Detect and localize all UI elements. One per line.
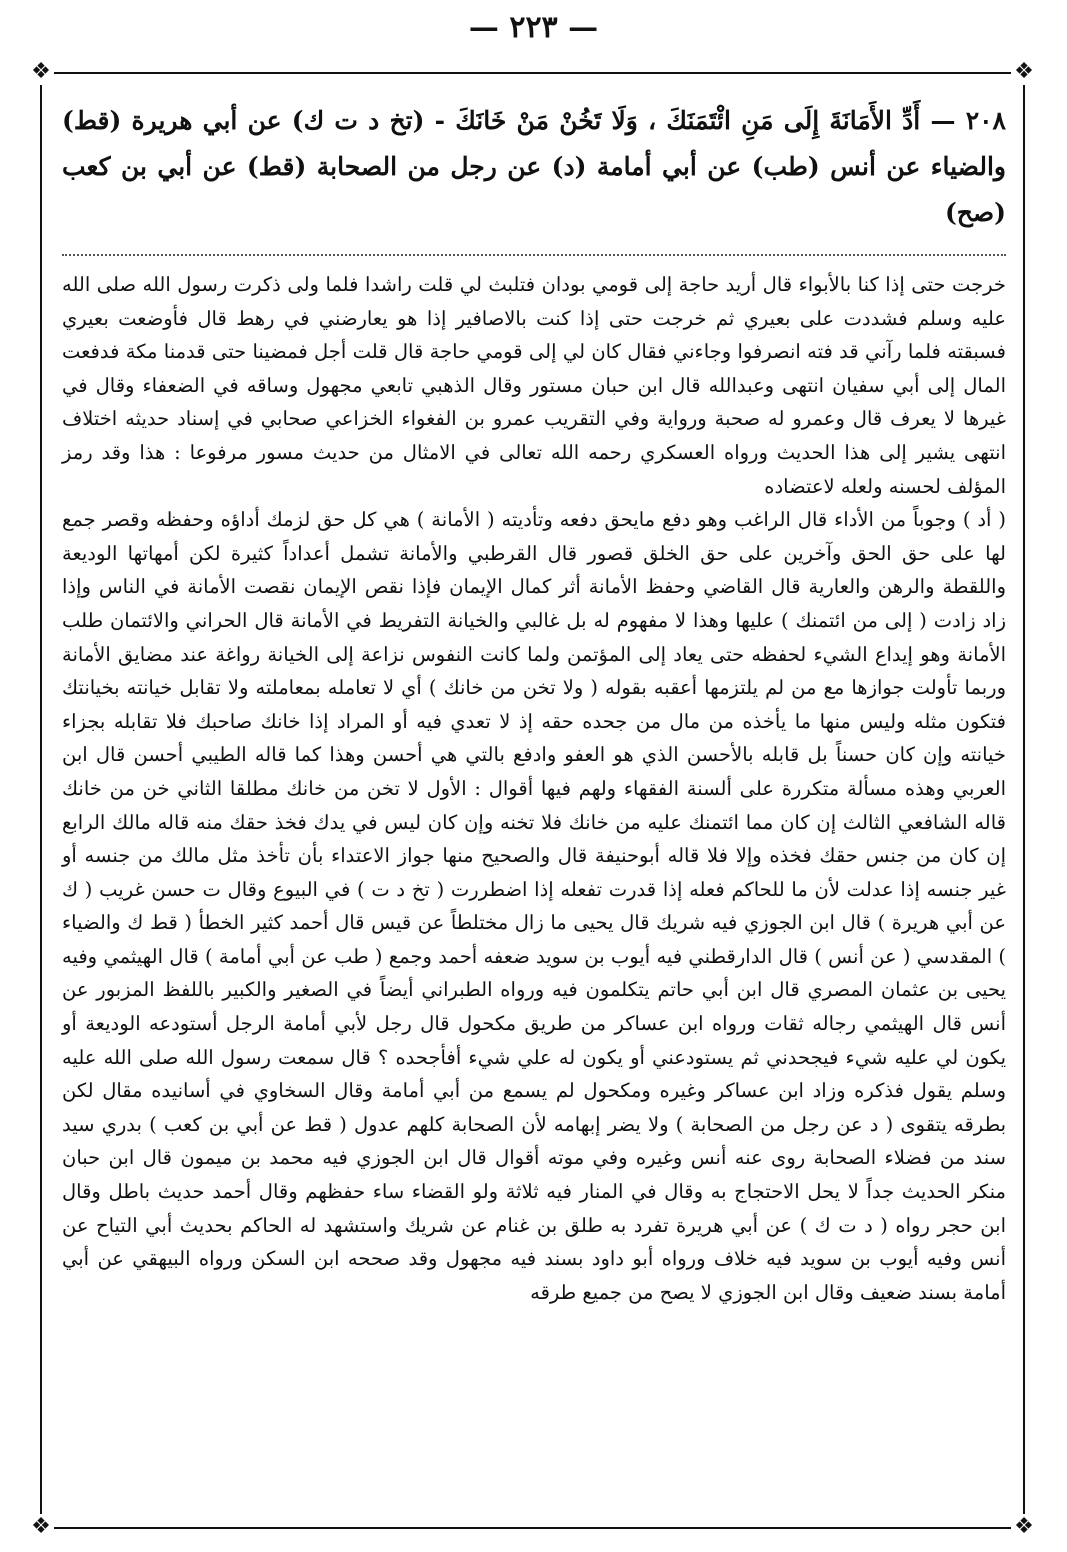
frame-left-border	[40, 72, 42, 1527]
frame-right-border	[1023, 72, 1025, 1527]
corner-ornament-icon: ❖	[28, 59, 54, 85]
corner-ornament-icon: ❖	[28, 1514, 54, 1540]
frame-top-border	[40, 72, 1025, 74]
commentary-paragraph: خرجت حتى إذا كنا بالأبواء قال أريد حاجة إلى قومي بودان فتلبث لي قلت راشدا فلما ولى ذكرت رسول الله صلى الله عليه وسلم فشددت على بعيري ثم خرجت حتى إذا كنت بالاصافير إذا هو يعارضني في رهط قال فأوضعت بعيري فسبقته فلما رآني قد فته انصرفوا وجاءني فقال كان لي إلى قومي حاجة قال قلت أجل فمضينا حتى قدمنا مكة فدفعت المال إلى أبي سفيان انتهى وعبدالله قال ابن حبان مستور وقال الذهبي تابعي مجهول وساقه في الضعفاء وقال في غيرها لا يعرف قال وعمرو له صحبة ورواية وفي التقريب عمرو بن الفغواء الخزاعي صحابي في إسناد حديثه اختلاف انتهى يشير إلى هذا الحديث ورواه العسكري رحمه الله تعالى في الامثال من حديث مسور مرفوعا : هذا وقد رمز المؤلف لحسنه ولعله لاعتضاده	[62, 273, 1006, 498]
commentary	[62, 268, 1006, 1309]
hadith-text: ٢٠٨ — أَدِّ الأَمَانَةَ إِلَى مَنِ ائْتَمَنَكَ ، وَلَا تَخُنْ مَنْ خَانَكَ - (تخ د ت ك) عن أبي هريرة (قط) والضياء عن أنس (طب) عن أبي أمامة (د) عن رجل من الصحابة (قط) عن أبي بن كعب (صح)	[62, 106, 1006, 227]
section-divider	[62, 254, 1006, 256]
corner-ornament-icon: ❖	[1011, 59, 1037, 85]
corner-ornament-icon: ❖	[1011, 1514, 1037, 1540]
page-content	[62, 98, 1006, 1309]
page-number: — ٢٢٣ —	[468, 10, 599, 45]
commentary-paragraph: ( أد ) وجوباً من الأداء قال الراغب وهو دفع مايحق دفعه وتأديته ( الأمانة ) هي كل حق لزمك أداؤه وحفظه وقصر جمع لها على حق الحق وآخرين على حق الخلق قصور قال القرطبي والأمانة تشمل أعداداً كثيرة لكن أمهاتها الوديعة واللقطة والرهن والعارية قال القاضي وحفظ الأمانة أثر كمال الإيمان فإذا نقص الإيمان نقصت الأمانة في الناس وإذا زاد زادت ( إلى من ائتمنك ) عليها وهذا لا مفهوم له بل غالبي والخيانة التفريط في الأمانة قال الحراني والائتمان طلب الأمانة وهو إيداع الشيء لحفظه حتى يعاد إلى المؤتمن ولما كانت النفوس نزاعة إلى الخيانة رواغة عند مضايق الأمانة وربما تأولت جوازها مع من لم يلتزمها أعقبه بقوله ( ولا تخن من خانك ) أي لا تعامله بمعاملته ولا تقابل خيانته بخيانتك فتكون مثله وليس منها ما يأخذه من مال من جحده حقه إذ لا تعدي فيه أو المراد إذا خانك صاحبك فلا تقابله بجزاء خيانته وإن كان حسناً بل قابله بالأحسن الذي هو العفو وادفع بالتي هي أحسن وهذا كما قاله الطيبي أحسن قال ابن العربي وهذه مسألة متكررة على ألسنة الفقهاء ولهم فيها أقوال : الأول لا تخن من خانك مطلقا الثاني خن من خانك قاله الشافعي الثالث إن كان مما ائتمنك عليه من خانك فلا تخنه وإن كان ليس في يدك فخذ حقك منه قاله مالك الرابع إن كان من جنس حقك فخذه وإلا فلا قاله أبوحنيفة قال والصحيح منها جواز الاعتداء بأن تأخذ مثل مالك من جنسه أو غير جنسه إذا عدلت لأن ما للحاكم فعله إذا قدرت تفعله إذا اضطررت ( تخ د ت ) في البيوع وقال ت حسن غريب ( ك عن أبي هريرة ) قال ابن الجوزي فيه شريك قال يحيى ما زال مختلطاً عن قيس قال أحمد كثير الخطأ ( قط ك والضياء ) المقدسي ( عن أنس ) قال الدارقطني فيه أيوب بن سويد ضعفه أحمد وجمع ( طب عن أبي أمامة ) قال الهيثمي وفيه يحيى بن عثمان المصري قال ابن أبي حاتم يتكلمون فيه ورواه الطبراني أيضاً في الصغير والكبير باللفظ المزبور عن أنس قال الهيثمي رجاله ثقات ورواه ابن عساكر من طريق مكحول قال رجل لأبي أمامة الرجل أستودعه الوديعة أو يكون لي عليه شيء فيجحدني ثم يستودعني أو يكون له علي شيء أفأجحده ؟ قال سمعت رسول الله صلى الله عليه وسلم يقول فذكره وزاد ابن عساكر وغيره ومكحول لم يسمع من أبي أمامة وقال السخاوي في أسانيده مقال لكن بطرقه يتقوى ( د عن رجل من الصحابة ) ولا يضر إبهامه لأن الصحابة كلهم عدول ( قط عن أبي بن كعب ) بدري سيد سند من فضلاء الصحابة روى عنه أنس وغيره وفي موته أقوال قال ابن الجوزي فيه محمد بن ميمون قال ابن حبان منكر الحديث جداً لا يحل الاحتجاج به وقال في المنار فيه ثلاثة ولو القضاء ساء حفظهم وقال أحمد حديث باطل وقال ابن حجر رواه ( د ت ك ) عن أبي هريرة تفرد به طلق بن غنام عن شريك واستشهد له الحاكم بحديث أبي التياح عن أنس وفيه أيوب بن سويد فيه خلاف ورواه أبو داود بسند فيه مجهول وقد صححه ابن السكن ورواه البيهقي عن أبي أمامة بسند ضعيف وقال ابن الجوزي لا يصح من جميع طرقه	[62, 508, 1006, 1304]
frame-bottom-border	[40, 1527, 1025, 1529]
